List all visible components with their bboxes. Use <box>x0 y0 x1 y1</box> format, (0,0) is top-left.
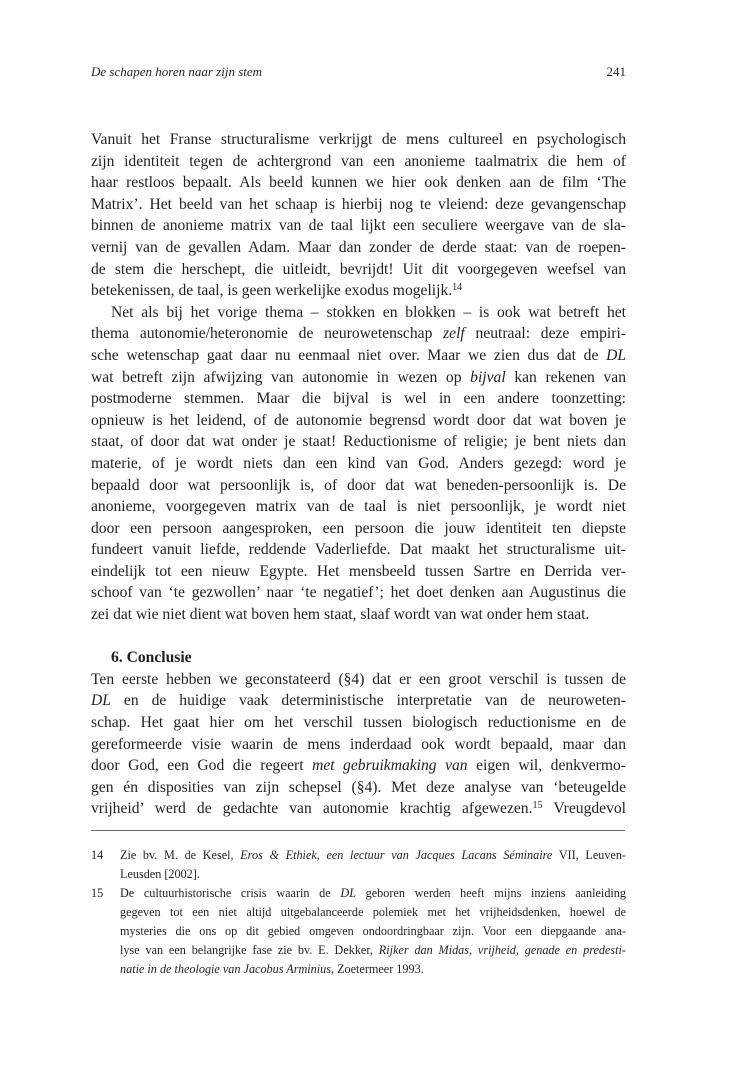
text-segment: betekenissen, de taal, is geen werkelijke exodus mogelijk. <box>91 282 453 300</box>
emphasis: DL <box>340 886 356 900</box>
main-text <box>91 129 626 820</box>
text-line: de stem die herschept, die uitleidt, bevrijdt! Uit dit voorgegeven weefsel van <box>91 260 626 278</box>
text-line: materie, of je wordt niets dan een kind van God. Anders gezegd: word je <box>91 454 626 472</box>
text-line: anonieme, voorgegeven matrix van de taal is niet persoonlijk, je wordt niet <box>91 498 626 516</box>
text-line: opnieuw is het leidend, of de autonomie begrensd wordt door dat wat boven je <box>91 411 626 429</box>
text-line <box>120 884 626 903</box>
text-line: Vanuit het Franse structuralisme verkrijgt de mens cultureel en psychologisch <box>91 131 626 148</box>
text-line: staat, of door dat wat onder je staat! Reductionisme of religie; je bent niets dan <box>91 433 626 451</box>
text-line: Ten eerste hebben we geconstateerd (§4) dat er een groot verschil is tussen de <box>91 670 626 688</box>
text-segment: door God, een God die regeert <box>91 757 313 775</box>
running-title: De schapen horen naar zijn stem <box>91 64 263 79</box>
paragraph-2 <box>91 302 626 626</box>
text-line: gereformeerde visie waarin de mens inderdaad ook wordt bepaald, maar dan <box>91 735 626 753</box>
text-line: zei dat wie niet dient wat boven hem staat, slaaf wordt van wat onder hem staat. <box>91 606 590 624</box>
text-segment: Vreugdevol <box>542 800 627 818</box>
section-heading: 6. Conclusie <box>111 649 192 667</box>
text-line <box>91 323 626 345</box>
text-segment: , Zoetermeer 1993. <box>331 962 424 976</box>
text-line <box>120 960 626 979</box>
text-line <box>120 846 626 865</box>
text-line <box>91 690 626 712</box>
text-segment: Zie bv. M. de Kesel, <box>120 848 241 862</box>
footnote-ref-15[interactable]: 15 <box>532 800 543 812</box>
text-line: haar restloos bepaalt. Als beeld kunnen we hier ook denken aan de film ‘The <box>91 174 626 192</box>
text-segment: sche wetenschap gaat daar nu eenmaal niet over. Maar we zien dus dat de <box>91 346 607 364</box>
footnote-14 <box>91 846 626 884</box>
text-line: postmoderne stemmen. Maar die bijval is wel in een andere toonzetting: <box>91 390 626 408</box>
text-line <box>91 280 626 302</box>
text-line: eindelijk tot een nieuw Egypte. Het mensbeeld tussen Sartre en Derrida ver- <box>91 562 626 580</box>
text-segment: vrijheid’ werd de gedachte van autonomie krachtig afgewezen. <box>91 800 533 818</box>
text-line <box>91 367 626 389</box>
footnote-15 <box>91 884 626 979</box>
text-line: binnen de anonieme matrix van de taal lijkt een seculiere weergave van de sla- <box>91 217 626 235</box>
text-line: Net als bij het vorige thema – stokken en blokken – is ook wat betreft het <box>111 303 626 321</box>
emphasis: natie in de theologie van Jacobus Arminius <box>120 962 331 976</box>
text-line: schoof van ‘te gezwollen’ naar ‘te negatief’; het doet denken aan Augustinus die <box>91 584 626 602</box>
text-line: fundeert vanuit liefde, reddende Vaderliefde. Dat maakt het structuralisme uit- <box>91 541 626 559</box>
text-segment: VII, Leuven- <box>552 848 626 862</box>
footnotes <box>91 846 626 979</box>
text-segment: thema autonomie/heteronomie de neurowetenschap <box>91 325 444 343</box>
text-line: Matrix’. Het beeld van het schaap is hierbij nog te vleiend: deze gevangenschap <box>91 195 626 213</box>
text-line <box>91 345 626 367</box>
emphasis: DL <box>606 346 626 364</box>
text-line: door een persoon aangesproken, een persoon die jouw identiteit ten diepste <box>91 519 626 537</box>
text-line <box>120 941 626 960</box>
text-line: gen én disposities van zijn schepsel (§4). Met deze analyse van ‘beteugelde <box>91 778 626 796</box>
footnote-number: 15 <box>91 886 104 900</box>
emphasis: DL <box>91 692 111 710</box>
paragraph-3 <box>91 669 626 820</box>
text-segment: wat betreft zijn afwijzing van autonomie in wezen op <box>91 368 471 386</box>
emphasis: bijval <box>470 368 506 386</box>
text-segment: neutraal: deze empiri- <box>464 325 626 343</box>
text-line: vernij van de gevallen Adam. Maar dan zonder de derde staat: van de roepen- <box>91 238 626 256</box>
running-header <box>91 64 626 84</box>
footnote-ref-14[interactable]: 14 <box>452 282 463 294</box>
footnote-divider <box>91 830 625 831</box>
text-line <box>91 798 626 820</box>
text-line: zijn identiteit tegen de achtergrond van een anonieme taalmatrix die hem of <box>91 152 626 170</box>
text-line: bepaald door wat persoonlijk is, of door dat wat beneden-persoonlijk is. De <box>91 476 626 494</box>
text-line: gegeven tot een niet altijd uitgebalanceerde polemiek met het vrijheidsdenken, hoewel de <box>120 905 626 919</box>
text-segment: kan rekenen van <box>505 368 626 386</box>
text-segment: eigen wil, denkvermo- <box>467 757 626 775</box>
emphasis: zelf <box>443 325 465 343</box>
emphasis: Eros & Ethiek, een lectuur van Jacques Lacans Séminaire <box>240 848 553 862</box>
emphasis: Rijker dan Midas, vrijheid, genade en predesti- <box>378 943 626 957</box>
text-segment: en de huidige vaak deterministische interpretatie van de neuroweten- <box>110 692 626 710</box>
text-segment: geboren werden heeft mijns inziens aanleiding <box>355 886 626 900</box>
paragraph-1 <box>91 129 626 302</box>
text-line: schap. Het gaat hier om het verschil tussen biologisch reductionisme en de <box>91 714 626 732</box>
footnote-number: 14 <box>91 848 104 862</box>
text-line: Leusden [2002]. <box>120 867 200 881</box>
page-number: 241 <box>606 64 626 79</box>
text-line: mysteries die ons op dit gebied omgeven ondoordringbaar zijn. Voor een diepgaande ana- <box>120 924 626 938</box>
text-line <box>91 755 626 777</box>
emphasis: met gebruikmaking van <box>312 757 468 775</box>
text-segment: De cultuurhistorische crisis waarin de <box>120 886 341 900</box>
text-segment: lyse van een belangrijke fase zie bv. E. Dekker, <box>120 943 379 957</box>
